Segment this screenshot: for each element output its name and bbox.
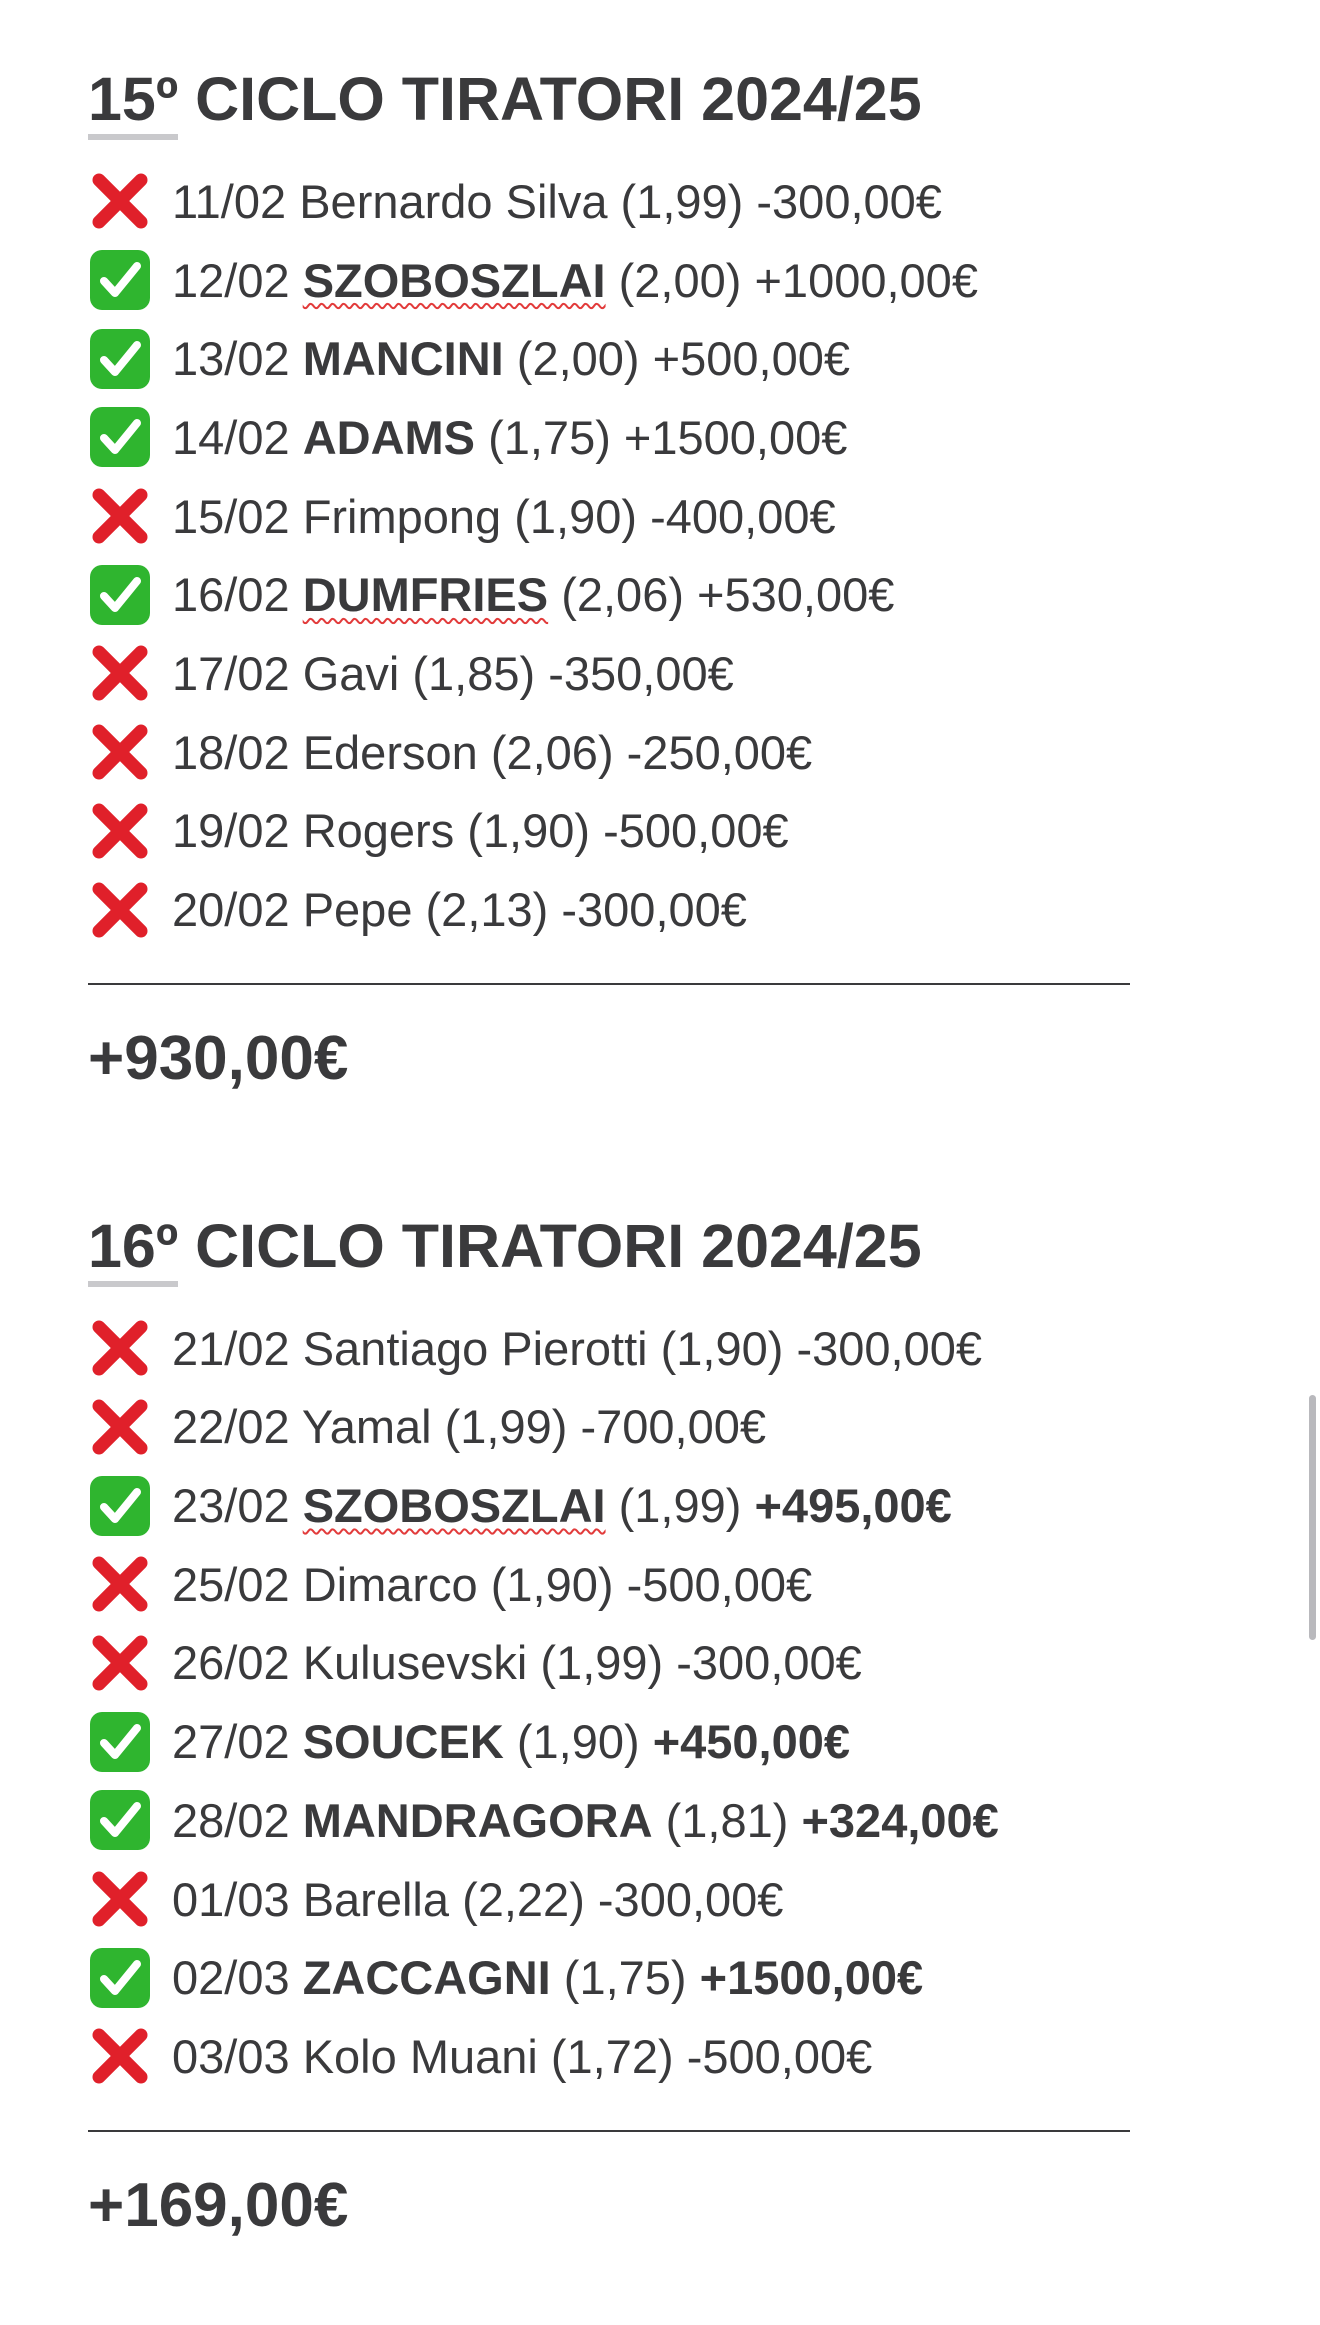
bet-date: 17/02 <box>172 646 290 700</box>
bet-date: 01/03 <box>172 1872 290 1926</box>
bet-amount: +500,00€ <box>652 332 850 386</box>
check-mark-button-icon <box>88 563 152 627</box>
bet-entry <box>88 1781 1238 1860</box>
bet-amount: +1500,00€ <box>699 1951 924 2005</box>
bet-date: 18/02 <box>172 725 290 779</box>
bet-date: 21/02 <box>172 1321 290 1375</box>
vertical-scrollbar[interactable] <box>1309 1395 1316 1640</box>
cross-mark-icon <box>88 2024 152 2088</box>
player-name: Pepe <box>302 883 413 937</box>
section-total: +930,00€ <box>88 1023 349 1093</box>
player-name: Yamal <box>301 1400 432 1454</box>
bet-amount: +324,00€ <box>801 1793 999 1847</box>
section-total: +169,00€ <box>88 2170 349 2240</box>
cross-mark-icon <box>88 1552 152 1616</box>
player-name: Kulusevski <box>302 1636 528 1690</box>
bet-entry <box>88 1860 1238 1939</box>
bet-date: 19/02 <box>172 804 290 858</box>
bet-date: 12/02 <box>172 253 290 307</box>
bet-odds: (2,00) <box>618 253 742 307</box>
divider-line <box>88 983 1130 985</box>
bet-entry <box>88 2017 1238 2096</box>
bet-odds: (1,90) <box>467 804 591 858</box>
bet-odds: (2,22) <box>462 1872 585 1926</box>
player-name: Dimarco <box>302 1557 478 1611</box>
bet-amount: +450,00€ <box>652 1715 851 1769</box>
player-name: MANDRAGORA <box>302 1793 653 1847</box>
bet-text <box>172 2029 872 2084</box>
cross-mark-icon <box>88 799 152 863</box>
bet-entry <box>88 1388 1238 1467</box>
bet-entry <box>88 398 1238 477</box>
cross-mark-icon <box>88 1316 152 1380</box>
bet-amount: +495,00€ <box>754 1479 952 1533</box>
bet-odds: (1,81) <box>665 1793 789 1847</box>
player-name: MANCINI <box>302 332 504 386</box>
section-title-number: 16º <box>88 1211 178 1287</box>
bet-amount: -350,00€ <box>548 646 734 700</box>
bet-amount: +1500,00€ <box>623 410 848 464</box>
bet-text <box>172 410 847 465</box>
cycle-section-15 <box>88 56 1238 1099</box>
bet-text <box>172 1321 982 1376</box>
bet-entry <box>88 1466 1238 1545</box>
bet-text <box>172 253 978 308</box>
bet-text <box>172 1714 850 1769</box>
cross-mark-icon <box>88 720 152 784</box>
cross-mark-icon <box>88 641 152 705</box>
bet-entry <box>88 1624 1238 1703</box>
bet-text <box>172 567 894 622</box>
bet-entry <box>88 477 1238 556</box>
bet-entry <box>88 241 1238 320</box>
bet-date: 20/02 <box>172 883 290 937</box>
player-name: ZACCAGNI <box>302 1951 551 2005</box>
bet-amount: -300,00€ <box>597 1872 784 1926</box>
bet-amount: -500,00€ <box>603 804 789 858</box>
check-mark-button-icon <box>88 1710 152 1774</box>
bet-date: 14/02 <box>172 410 290 464</box>
bet-odds: (1,90) <box>516 1715 640 1769</box>
bet-date: 16/02 <box>172 568 290 622</box>
cross-mark-icon <box>88 169 152 233</box>
bet-odds: (1,85) <box>412 646 536 700</box>
section-title <box>88 1203 1238 1289</box>
bet-text <box>172 1872 783 1927</box>
bet-date: 26/02 <box>172 1636 290 1690</box>
section-title-text: CICLO TIRATORI 2024/25 <box>178 65 922 133</box>
bet-date: 15/02 <box>172 489 290 543</box>
cross-mark-icon <box>88 1867 152 1931</box>
bet-odds: (1,90) <box>490 1557 614 1611</box>
player-name: Bernardo Silva <box>299 174 608 228</box>
player-name: Kolo Muani <box>302 2029 538 2083</box>
bet-text <box>172 1399 766 1454</box>
bet-amount: -300,00€ <box>756 174 942 228</box>
bet-list <box>88 1309 1238 2096</box>
bet-odds: (1,90) <box>514 489 638 543</box>
bet-date: 02/03 <box>172 1951 290 2005</box>
bet-text <box>172 1635 862 1690</box>
bet-date: 13/02 <box>172 332 290 386</box>
document <box>88 56 1238 2246</box>
bet-entry <box>88 1702 1238 1781</box>
bet-text <box>172 331 850 386</box>
bet-odds: (1,99) <box>540 1636 664 1690</box>
bet-text <box>172 1478 952 1533</box>
cross-mark-icon <box>88 1395 152 1459</box>
bet-date: 11/02 <box>172 174 287 228</box>
bet-amount: +530,00€ <box>697 568 895 622</box>
bet-text <box>172 1557 812 1612</box>
check-mark-button-icon <box>88 1474 152 1538</box>
bet-amount: -300,00€ <box>676 1636 862 1690</box>
bet-list <box>88 162 1238 949</box>
bet-amount: -300,00€ <box>796 1321 983 1375</box>
bet-entry <box>88 319 1238 398</box>
check-mark-button-icon <box>88 1946 152 2010</box>
bet-odds: (1,75) <box>488 410 611 464</box>
bet-amount: -250,00€ <box>626 725 813 779</box>
player-name: DUMFRIES <box>302 568 549 622</box>
bet-odds: (1,75) <box>563 1951 687 2005</box>
bet-odds: (1,72) <box>550 2029 674 2083</box>
bet-text <box>172 1950 923 2005</box>
player-name: Ederson <box>302 725 478 779</box>
section-title <box>88 56 1238 142</box>
check-mark-button-icon <box>88 248 152 312</box>
bet-date: 23/02 <box>172 1479 290 1533</box>
bet-date: 28/02 <box>172 1793 290 1847</box>
bet-odds: (2,06) <box>490 725 614 779</box>
bet-date: 22/02 <box>172 1400 290 1454</box>
divider-line <box>88 2130 1130 2132</box>
bet-amount: -400,00€ <box>650 489 836 543</box>
bet-text <box>172 725 812 780</box>
cross-mark-icon <box>88 878 152 942</box>
player-name: Gavi <box>302 646 400 700</box>
bet-amount: +1000,00€ <box>754 253 978 307</box>
player-name: Rogers <box>302 804 455 858</box>
bet-entry <box>88 1309 1238 1388</box>
bet-amount: -700,00€ <box>580 1400 767 1454</box>
bet-odds: (1,99) <box>620 174 744 228</box>
bet-entry <box>88 870 1238 949</box>
player-name: SOUCEK <box>302 1715 504 1769</box>
section-title-number: 15º <box>88 64 178 140</box>
player-name: SZOBOSZLAI <box>302 1479 606 1533</box>
bet-entry <box>88 634 1238 713</box>
player-name: Santiago Pierotti <box>302 1321 648 1375</box>
bet-amount: -300,00€ <box>561 883 747 937</box>
bet-entry <box>88 792 1238 871</box>
bet-text <box>172 174 942 229</box>
bet-odds: (2,13) <box>425 883 549 937</box>
check-mark-button-icon <box>88 405 152 469</box>
bet-entry <box>88 162 1238 241</box>
bet-odds: (2,06) <box>561 568 684 622</box>
section-title-text: CICLO TIRATORI 2024/25 <box>178 1211 922 1280</box>
bet-entry <box>88 1938 1238 2017</box>
cross-mark-icon <box>88 484 152 548</box>
player-name: Barella <box>302 1872 449 1926</box>
player-name: Frimpong <box>302 489 502 543</box>
bet-text <box>172 489 836 544</box>
bet-text <box>172 1793 999 1848</box>
player-name: SZOBOSZLAI <box>302 253 606 307</box>
bet-odds: (1,99) <box>618 1479 742 1533</box>
bet-date: 27/02 <box>172 1715 290 1769</box>
bet-text <box>172 882 747 937</box>
bet-entry <box>88 713 1238 792</box>
check-mark-button-icon <box>88 1788 152 1852</box>
player-name: ADAMS <box>302 410 476 464</box>
bet-odds: (1,90) <box>660 1321 784 1375</box>
bet-entry <box>88 1545 1238 1624</box>
bet-date: 25/02 <box>172 1557 290 1611</box>
bet-amount: -500,00€ <box>686 2029 873 2083</box>
bet-amount: -500,00€ <box>626 1557 813 1611</box>
bet-entry <box>88 555 1238 634</box>
bet-text <box>172 803 789 858</box>
bet-date: 03/03 <box>172 2029 290 2083</box>
bet-odds: (1,99) <box>444 1400 568 1454</box>
bet-text <box>172 646 734 701</box>
bet-odds: (2,00) <box>516 332 640 386</box>
cycle-section-16 <box>88 1203 1238 2246</box>
check-mark-button-icon <box>88 327 152 391</box>
cross-mark-icon <box>88 1631 152 1695</box>
